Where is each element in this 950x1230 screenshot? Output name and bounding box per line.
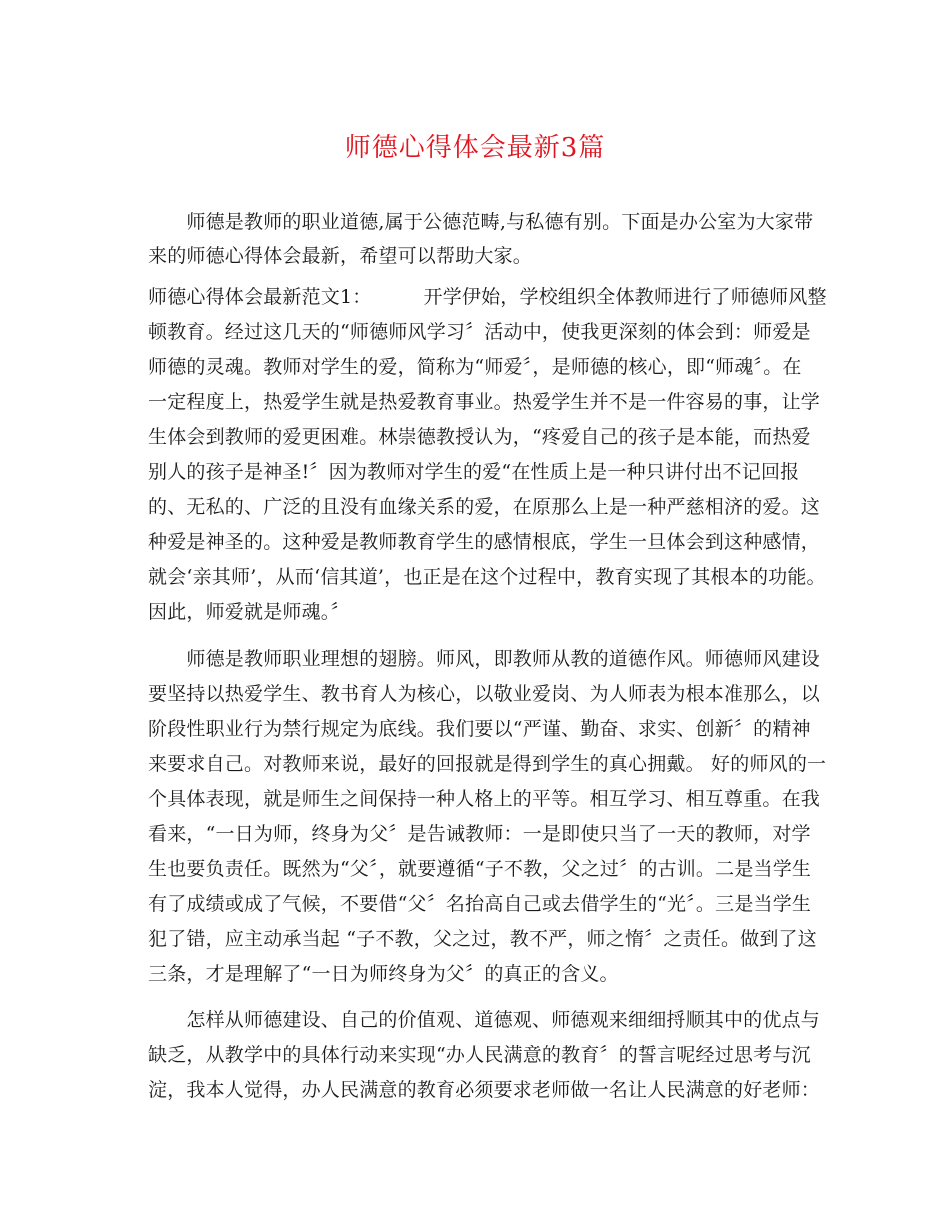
paragraph-line: 来要求自己。对教师来说，最好的回报就是得到学生的真心拥戴。 好的师风的一 — [148, 753, 827, 775]
sample-label: 师德心得体会最新范文1： — [148, 286, 372, 308]
paragraph-line: 阶段性职业行为禁行规定为底线。我们要以“严谨、勤奋、求实、创新〞的精神 — [148, 718, 811, 740]
paragraph-line: 的、无私的、广泛的且没有血缘关系的爱，在原那么上是一种严慈相济的爱。这 — [148, 496, 821, 518]
paragraph-line: 淀，我本人觉得，办人民满意的教育必须要求老师做一名让人民满意的好老师： — [148, 1079, 821, 1101]
paragraph-text: 开学伊始，学校组织全体教师进行了师德师风整 — [423, 286, 827, 308]
paragraph-line: 有了成绩或成了气候，不要借“父〞名抬高自己或去借学生的“光〞。三是当学生 — [148, 893, 812, 915]
paragraph-line: 顿教育。经过这几天的“师德师风学习〞活动中，使我更深刻的体会到：师爱是 — [148, 321, 811, 343]
paragraph-line: 来的师德心得体会最新，希望可以帮助大家。 — [148, 245, 533, 267]
paragraph-line: 一定程度上，热爱学生就是热爱教育事业。热爱学生并不是一件容易的事，让学 — [148, 391, 821, 413]
paragraph-line: 种爱是神圣的。这种爱是教师教育学生的感情根底，学生一旦体会到这种感情， — [148, 531, 821, 553]
paragraph-line: 怎样从师德建设、自己的价值观、道德观、师德观来细细捋顺其中的优点与 — [148, 1009, 821, 1031]
paragraph-line: 要坚持以热爱学生、教书育人为核心，以敬业爱岗、为人师表为根本准那么，以 — [148, 683, 821, 705]
paragraph-line: 三条，才是理解了“一日为师终身为父〞的真正的含义。 — [148, 963, 619, 985]
paragraph-line: 就会‘亲其师’，从而‘信其道’，也正是在这个过程中，教育实现了其根本的功能。 — [148, 566, 826, 588]
paragraph-line: 生体会到教师的爱更困难。林崇德教授认为，“疼爱自己的孩子是本能，而热爱 — [148, 426, 811, 448]
document-title: 师德心得体会最新3篇 — [344, 133, 606, 163]
paragraph-line: 个具体表现，就是师生之间保持一种人格上的平等。相互学习、相互尊重。在我 — [148, 788, 821, 810]
paragraph-line: 师德的灵魂。教师对学生的爱，简称为“师爱〞，是师德的核心，即“师魂〞。在 — [148, 356, 802, 378]
paragraph-line: 生也要负责任。既然为“父〞，就要遵循“子不教，父之过〞的古训。二是当学生 — [148, 858, 812, 880]
paragraph-line: 犯了错，应主动承当起 “子不教，父之过，教不严，师之惰〞之责任。做到了这 — [148, 928, 817, 950]
paragraph-line: 别人的孩子是神圣!〞因为教师对学生的爱“在性质上是一种只讲付出不记回报 — [148, 461, 800, 483]
paragraph-line: 因此，师爱就是师魂。〞 — [148, 601, 350, 623]
paragraph-line: 缺乏，从教学中的具体行动来实现“办人民满意的教育〞的誓言呢经过思考与沉 — [148, 1044, 811, 1066]
sample-heading-line — [148, 283, 827, 311]
paragraph-line: 师德是教师职业理想的翅膀。师风，即教师从教的道德作风。师德师风建设 — [148, 648, 821, 670]
paragraph-line: 师德是教师的职业道德,属于公德范畴,与私德有别。下面是办公室为大家带 — [148, 211, 814, 233]
paragraph-line: 看来，“一日为师，终身为父〞是告诫教师：一是即使只当了一天的教师，对学 — [148, 823, 811, 845]
